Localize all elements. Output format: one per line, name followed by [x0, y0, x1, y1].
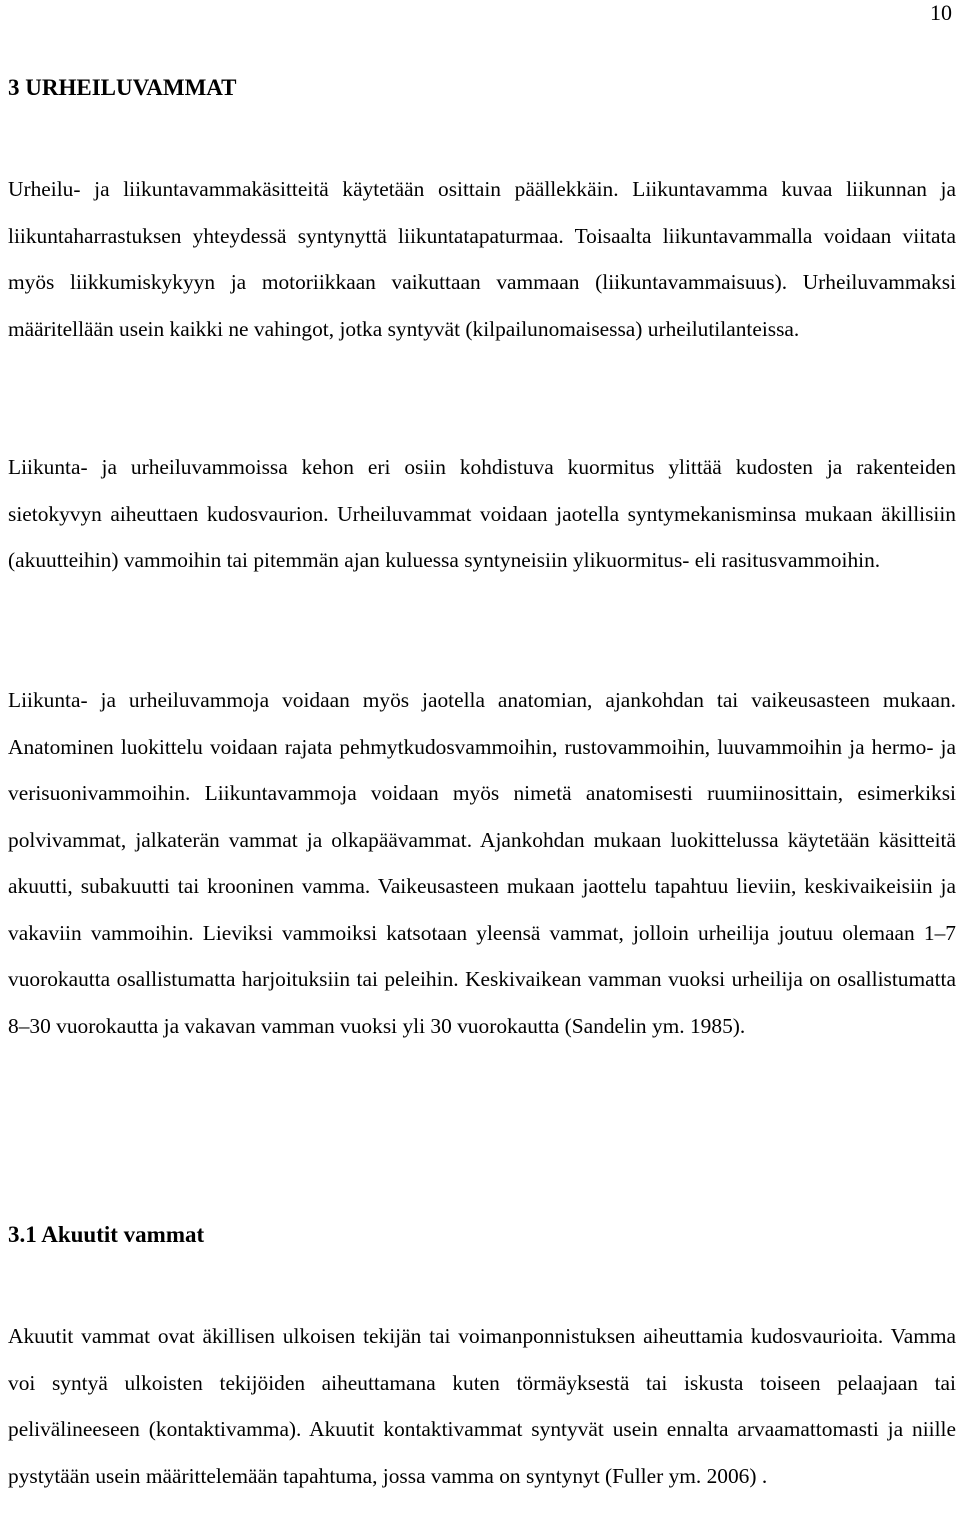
paragraph-intro: Urheilu- ja liikuntavammakäsitteitä käytetään osittain päällekkäin. Liikuntavamma kuvaa liikunnan ja liikuntaharrastuksen yhteydessä syntynyttä liikuntatapaturmaa. Toisaalta liikuntavammalla voidaan viitata myös liikkumiskykyyn ja motoriikkaan vaikuttaan vammaan (liikuntavammaisuus). Urheiluvammaksi määritellään usein kaikki ne vahingot, jotka syntyvät (kilpailunomaisessa) urheilutilanteissa.	[8, 177, 956, 341]
section-heading: 3 URHEILUVAMMAT	[8, 75, 237, 100]
paragraph-load: Liikunta- ja urheiluvammoissa kehon eri osiin kohdistuva kuormitus ylittää kudosten ja rakenteiden sietokyvyn aiheuttaen kudosvaurion. Urheiluvammat voidaan jaotella syntymekanisminsa mukaan äkillisiin (akuutteihin) vammoihin tai pitemmän ajan kuluessa syntyneisiin ylikuormitus- eli rasitusvammoihin.	[8, 455, 956, 572]
page-number: 10	[930, 0, 952, 25]
paragraph-classification: Liikunta- ja urheiluvammoja voidaan myös jaotella anatomian, ajankohdan tai vaikeusasteen mukaan. Anatominen luokittelu voidaan rajata pehmytkudosvammoihin, rustovammoihin, luuvammoihin ja hermo- ja verisuonivammoihin. Liikuntavammoja voidaan myös nimetä anatomisesti ruumiinosittain, esimerkiksi polvivammat, jalkaterän vammat ja olkapäävammat. Ajankohdan mukaan luokittelussa käytetään käsitteitä akuutti, subakuutti tai krooninen vamma. Vaikeusasteen mukaan jaottelu tapahtuu lieviin, keskivaikeisiin ja vakaviin vammoihin. Lieviksi vammoiksi katsotaan yleensä vammat, jolloin urheilija joutuu olemaan 1–7 vuorokautta osallistumatta harjoituksiin tai peleihin. Keskivaikean vamman vuoksi urheilija on osallistumatta 8–30 vuorokautta ja vakavan vamman vuoksi yli 30 vuorokautta (Sandelin ym. 1985).	[8, 688, 956, 1038]
paragraph-acute-injuries: Akuutit vammat ovat äkillisen ulkoisen tekijän tai voimanponnistuksen aiheuttamia kudosvaurioita. Vamma voi syntyä ulkoisten tekijöiden aiheuttamana kuten törmäyksestä tai iskusta toiseen pelaajaan tai pelivälineeseen (kontaktivamma). Akuutit kontaktivammat syntyvät usein ennalta arvaamattomasti ja niille pystytään usein määrittelemään tapahtuma, jossa vamma on syntynyt (Fuller ym. 2006) .	[8, 1324, 956, 1488]
subsection-heading: 3.1 Akuutit vammat	[8, 1222, 205, 1247]
